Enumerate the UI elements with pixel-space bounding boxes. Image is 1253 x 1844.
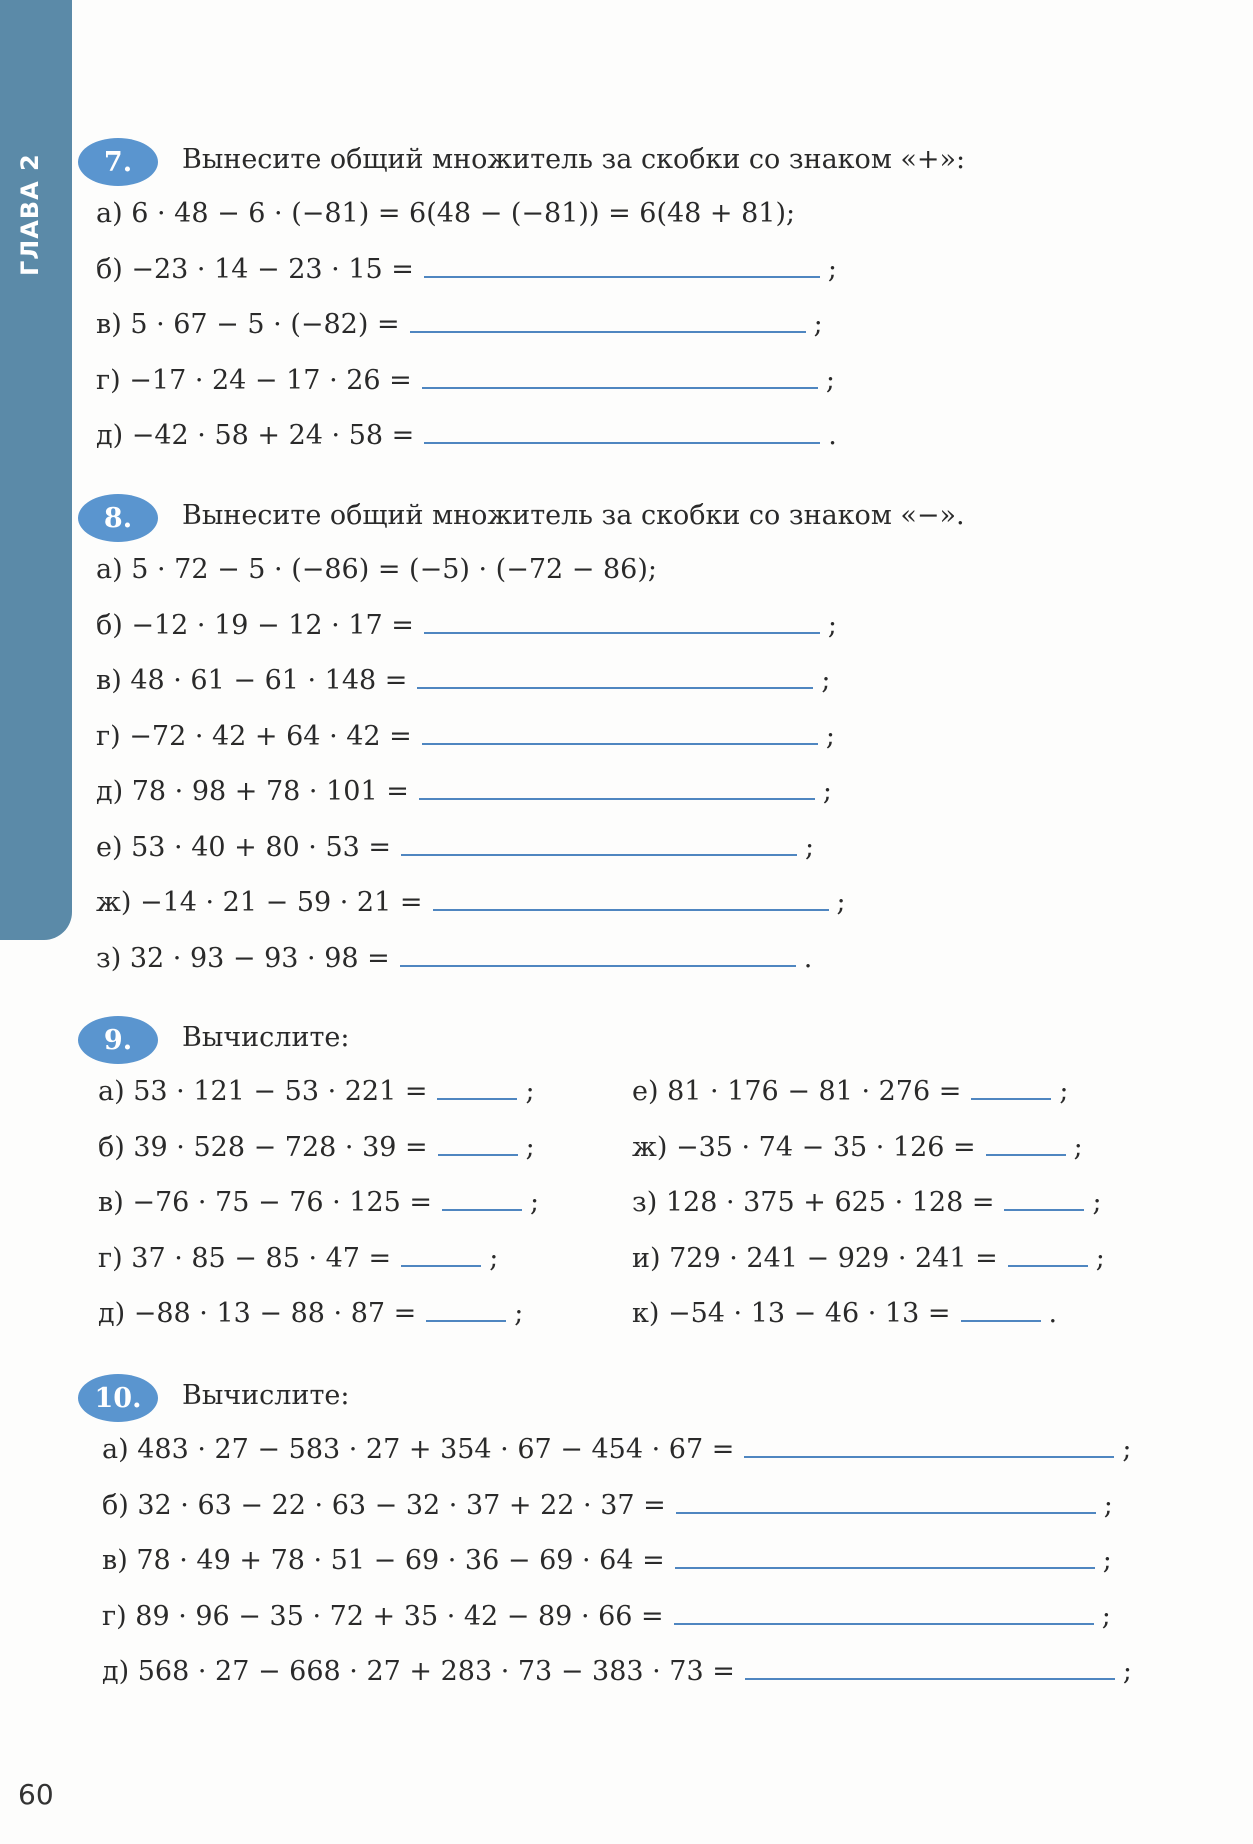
- exercise-row: [0, 301, 1253, 357]
- punctuation: ;: [1122, 1434, 1132, 1465]
- task-instruction: Вычислите:: [182, 1380, 350, 1411]
- expression: е) 53 · 40 + 80 · 53 =: [96, 831, 392, 863]
- exercise-row: [0, 1537, 1253, 1593]
- expression: и) 729 · 241 − 929 · 241 =: [632, 1242, 998, 1274]
- answer-blank[interactable]: [424, 422, 820, 444]
- punctuation: .: [828, 420, 837, 451]
- exercise-row: [0, 713, 1253, 769]
- expression: з) 32 · 93 − 93 · 98 =: [96, 942, 390, 974]
- page-number: 60: [18, 1778, 54, 1811]
- expression: д) 568 · 27 − 668 · 27 + 283 · 73 − 383 · 73 =: [102, 1656, 735, 1687]
- expression: г) 37 · 85 − 85 · 47 =: [98, 1242, 392, 1274]
- answer-blank[interactable]: [442, 1189, 522, 1211]
- punctuation: ;: [1073, 1131, 1083, 1163]
- expression: к) −54 · 13 − 46 · 13 =: [632, 1298, 951, 1329]
- punctuation: ;: [827, 609, 838, 641]
- answer-blank[interactable]: [433, 889, 829, 911]
- answer-blank[interactable]: [676, 1492, 1096, 1514]
- answer-blank[interactable]: [424, 256, 820, 278]
- task-number-badge: 9.: [78, 1016, 158, 1064]
- punctuation: ;: [821, 665, 831, 696]
- task-number-badge: 8.: [78, 494, 158, 542]
- punctuation: ;: [1102, 1545, 1112, 1576]
- expression: б) −12 · 19 − 12 · 17 =: [96, 609, 414, 641]
- exercise-row: [0, 246, 1253, 302]
- answer-blank[interactable]: [675, 1547, 1095, 1569]
- answer-blank[interactable]: [1008, 1245, 1088, 1267]
- expression: в) −76 · 75 − 76 · 125 =: [98, 1187, 433, 1218]
- answer-blank[interactable]: [417, 667, 813, 689]
- exercise-row: [0, 879, 1253, 935]
- punctuation: ;: [1059, 1076, 1069, 1107]
- expression: б) −23 · 14 − 23 · 15 =: [96, 253, 414, 285]
- punctuation: ;: [1122, 1656, 1132, 1687]
- answer-blank[interactable]: [986, 1134, 1066, 1156]
- punctuation: ;: [1092, 1187, 1102, 1218]
- task-8: [0, 490, 1253, 990]
- exercise-row: [0, 1593, 1253, 1649]
- punctuation: ;: [525, 1131, 535, 1163]
- expression: а) 483 · 27 − 583 · 27 + 354 · 67 − 454 · 67 =: [102, 1434, 735, 1465]
- expression: д) 78 · 98 + 78 · 101 =: [96, 776, 409, 807]
- expression: д) −88 · 13 − 88 · 87 =: [98, 1298, 417, 1329]
- expression: а) 5 · 72 − 5 · (−86) = (−5) · (−72 − 86);: [96, 554, 657, 585]
- task-instruction: Вынесите общий множитель за скобки со знаком «−».: [182, 500, 965, 531]
- chapter-label: ГЛАВА 2: [16, 153, 44, 277]
- task-number-badge: 7.: [78, 138, 158, 186]
- exercise-row: [0, 546, 1253, 602]
- answer-blank[interactable]: [424, 612, 820, 634]
- expression: б) 39 · 528 − 728 · 39 =: [98, 1131, 428, 1163]
- punctuation: ;: [525, 1076, 535, 1107]
- expression: ж) −14 · 21 − 59 · 21 =: [96, 887, 423, 918]
- answer-blank[interactable]: [400, 945, 796, 967]
- answer-blank[interactable]: [419, 778, 815, 800]
- expression: а) 6 · 48 − 6 · (−81) = 6(48 − (−81)) = 6(48 + 81);: [96, 198, 796, 229]
- answer-blank[interactable]: [437, 1078, 517, 1100]
- exercise-row: [0, 1482, 1253, 1538]
- expression: в) 48 · 61 − 61 · 148 =: [96, 665, 408, 696]
- answer-blank[interactable]: [438, 1134, 518, 1156]
- answer-blank[interactable]: [674, 1603, 1094, 1625]
- exercise-row: [0, 657, 1253, 713]
- expression: а) 53 · 121 − 53 · 221 =: [98, 1076, 428, 1107]
- task-instruction: Вычислите:: [182, 1022, 350, 1053]
- answer-blank[interactable]: [401, 1245, 481, 1267]
- task-instruction: Вынесите общий множитель за скобки со знаком «+»:: [182, 144, 966, 175]
- expression: д) −42 · 58 + 24 · 58 =: [96, 420, 415, 451]
- punctuation: .: [803, 942, 813, 974]
- expression: ж) −35 · 74 − 35 · 126 =: [632, 1131, 976, 1163]
- punctuation: ;: [827, 253, 838, 285]
- punctuation: ;: [813, 309, 823, 340]
- answer-blank[interactable]: [401, 834, 797, 856]
- exercise-row: [0, 1426, 1253, 1482]
- answer-blank[interactable]: [422, 367, 818, 389]
- punctuation: ;: [825, 720, 835, 752]
- exercise-row: [0, 190, 1253, 246]
- expression: з) 128 · 375 + 625 · 128 =: [632, 1187, 995, 1218]
- exercise-row: [0, 412, 1253, 468]
- exercise-row: [0, 824, 1253, 880]
- answer-blank[interactable]: [971, 1078, 1051, 1100]
- answer-blank[interactable]: [961, 1300, 1041, 1322]
- answer-blank[interactable]: [410, 311, 806, 333]
- exercise-row: [0, 935, 1253, 991]
- answer-blank[interactable]: [426, 1300, 506, 1322]
- punctuation: ;: [1101, 1600, 1111, 1632]
- punctuation: ;: [825, 364, 835, 396]
- expression: е) 81 · 176 − 81 · 276 =: [632, 1076, 962, 1107]
- exercise-row: [0, 768, 1253, 824]
- expression: б) 32 · 63 − 22 · 63 − 32 · 37 + 22 · 37 =: [102, 1489, 666, 1521]
- punctuation: .: [1048, 1298, 1058, 1329]
- punctuation: ;: [1103, 1489, 1113, 1521]
- task-10: [0, 1370, 1253, 1704]
- punctuation: ;: [514, 1298, 524, 1329]
- task-number-badge: 10.: [78, 1374, 158, 1422]
- task-9: [0, 1012, 1253, 1352]
- punctuation: ;: [530, 1187, 540, 1218]
- punctuation: ;: [822, 776, 832, 807]
- answer-blank[interactable]: [422, 723, 818, 745]
- punctuation: ;: [1095, 1242, 1105, 1274]
- answer-blank[interactable]: [745, 1658, 1115, 1680]
- task-7: [0, 134, 1253, 468]
- expression: г) −17 · 24 − 17 · 26 =: [96, 364, 412, 396]
- expression: г) −72 · 42 + 64 · 42 =: [96, 720, 412, 752]
- punctuation: ;: [489, 1242, 499, 1274]
- expression: в) 78 · 49 + 78 · 51 − 69 · 36 − 69 · 64 =: [102, 1545, 665, 1576]
- exercise-row: [0, 1648, 1253, 1704]
- expression: в) 5 · 67 − 5 · (−82) =: [96, 309, 400, 340]
- answer-blank[interactable]: [744, 1436, 1114, 1458]
- punctuation: ;: [836, 887, 846, 918]
- exercise-row: [0, 602, 1253, 658]
- exercise-row: [0, 357, 1253, 413]
- expression: г) 89 · 96 − 35 · 72 + 35 · 42 − 89 · 66 =: [102, 1600, 664, 1632]
- answer-blank[interactable]: [1004, 1189, 1084, 1211]
- punctuation: ;: [805, 831, 815, 863]
